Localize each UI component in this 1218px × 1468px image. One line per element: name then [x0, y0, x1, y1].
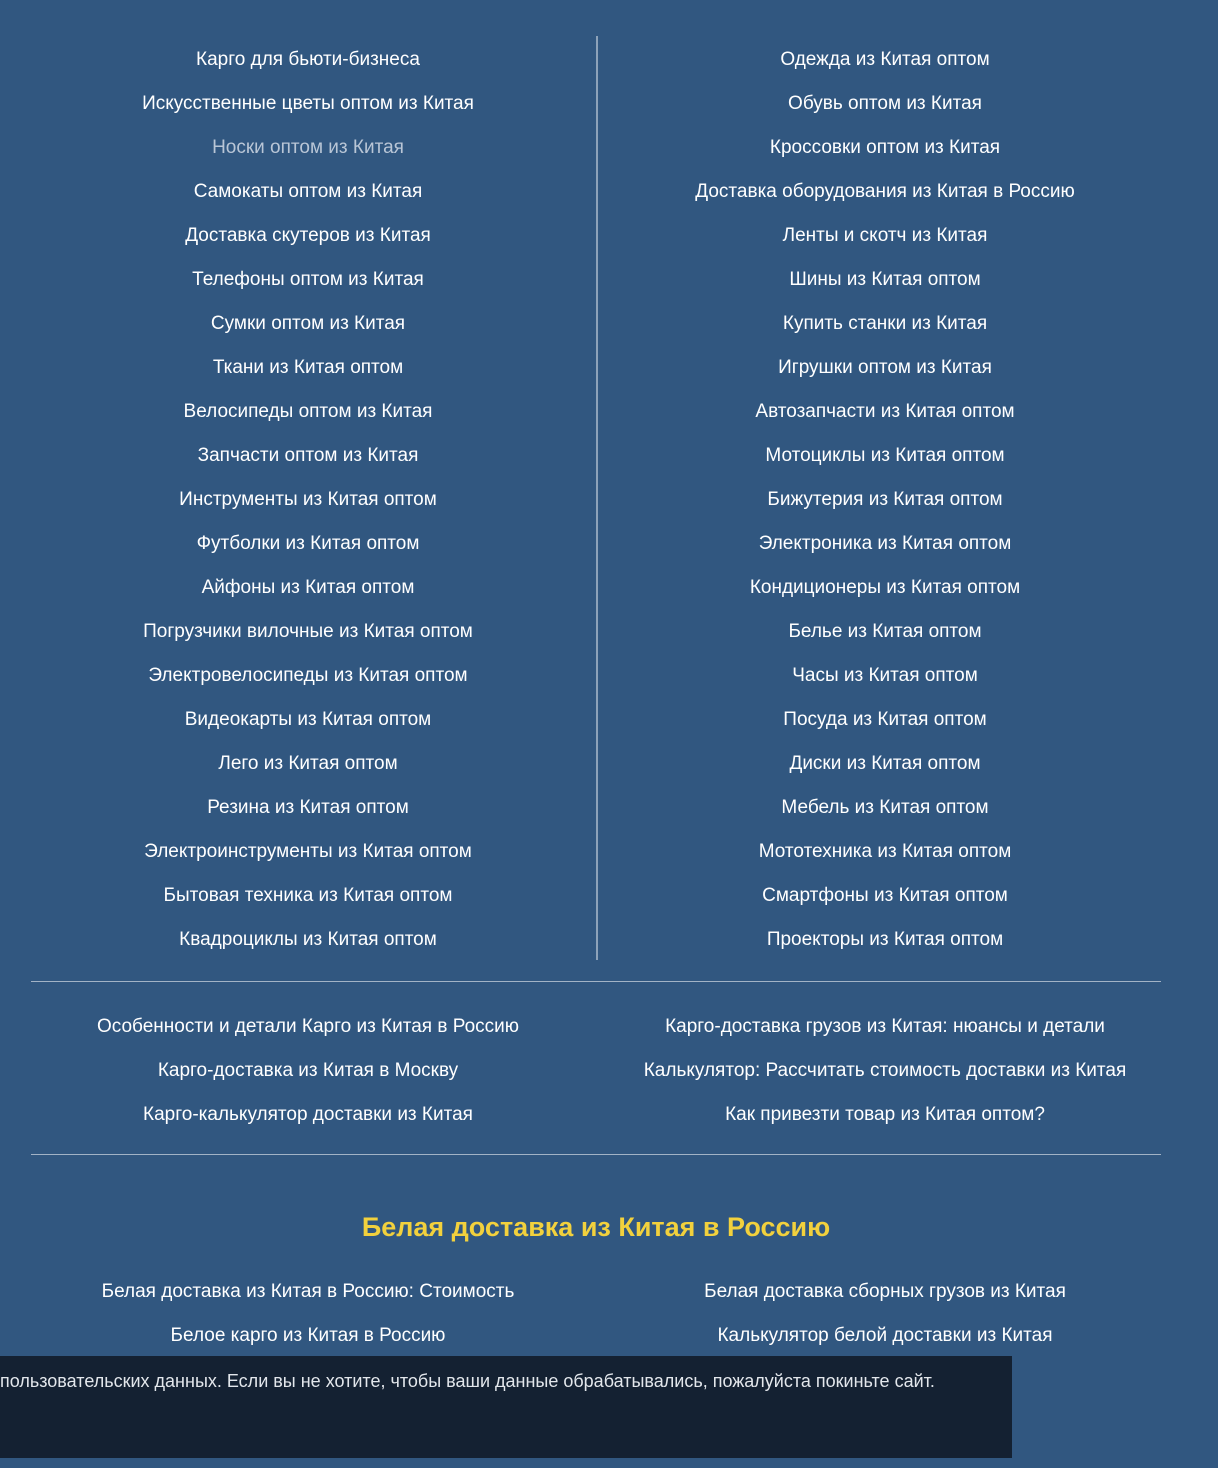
articles-left-column — [20, 1003, 596, 1135]
white-delivery-link[interactable]: Белое карго из Китая в Россию — [170, 1325, 446, 1346]
catalog-link[interactable]: Посуда из Китая оптом — [783, 709, 987, 730]
catalog-link[interactable]: Электровелосипеды из Китая оптом — [148, 665, 468, 686]
catalog-link[interactable]: Смартфоны из Китая оптом — [762, 885, 1008, 906]
catalog-link[interactable]: Искусственные цветы оптом из Китая — [142, 93, 474, 114]
catalog-link[interactable]: Автозапчасти из Китая оптом — [755, 401, 1015, 422]
section-divider — [31, 1154, 1161, 1155]
white-delivery-link[interactable]: Белая доставка сборных грузов из Китая — [704, 1281, 1066, 1302]
white-delivery-links — [20, 1268, 1196, 1356]
catalog-link[interactable]: Одежда из Китая оптом — [780, 49, 990, 70]
catalog-link[interactable]: Электроника из Китая оптом — [758, 533, 1012, 554]
catalog-link[interactable]: Инструменты из Китая оптом — [179, 489, 437, 510]
catalog-link[interactable]: Футболки из Китая оптом — [196, 533, 420, 554]
catalog-link[interactable]: Карго для бьюти-бизнеса — [196, 49, 420, 70]
catalog-link[interactable]: Бижутерия из Китая оптом — [767, 489, 1003, 510]
catalog-link[interactable]: Велосипеды оптом из Китая — [183, 401, 433, 422]
catalog-link[interactable]: Лего из Китая оптом — [218, 753, 398, 774]
catalog-link[interactable]: Мебель из Китая оптом — [781, 797, 989, 818]
white-delivery-heading: Белая доставка из Китая в Россию — [361, 1212, 831, 1242]
catalog-link[interactable]: Мотоциклы из Китая оптом — [765, 445, 1005, 466]
catalog-link[interactable]: Кондиционеры из Китая оптом — [749, 577, 1021, 598]
article-link[interactable]: Калькулятор: Рассчитать стоимость доставки из Китая — [643, 1060, 1127, 1081]
catalog-link[interactable]: Доставка скутеров из Китая — [185, 225, 431, 246]
catalog-link[interactable]: Видеокарты из Китая оптом — [184, 709, 432, 730]
catalog-link[interactable]: Часы из Китая оптом — [792, 665, 978, 686]
article-link[interactable]: Карго-доставка из Китая в Москву — [157, 1060, 459, 1081]
catalog-right-column — [598, 36, 1172, 960]
cookie-banner-text: пользовательских данных. Если вы не хотите, чтобы ваши данные обрабатывались, пожалуйста покиньте сайт. — [0, 1371, 935, 1391]
catalog-link[interactable]: Проекторы из Китая оптом — [766, 929, 1004, 950]
catalog-link[interactable]: Игрушки оптом из Китая — [778, 357, 992, 378]
catalog-link[interactable]: Ткани из Китая оптом — [212, 357, 404, 378]
article-link[interactable]: Как привезти товар из Китая оптом? — [725, 1104, 1045, 1125]
page-bottom-strip — [0, 1458, 1218, 1468]
catalog-link[interactable]: Диски из Китая оптом — [789, 753, 981, 774]
catalog-link[interactable]: Доставка оборудования из Китая в Россию — [695, 181, 1075, 202]
cookie-banner — [0, 1356, 1012, 1458]
catalog-links — [20, 36, 1196, 960]
catalog-link[interactable]: Погрузчики вилочные из Китая оптом — [143, 621, 473, 642]
catalog-link[interactable]: Обувь оптом из Китая — [788, 93, 982, 114]
article-link[interactable]: Карго-доставка грузов из Китая: нюансы и детали — [665, 1016, 1105, 1037]
catalog-link[interactable]: Квадроциклы из Китая оптом — [179, 929, 437, 950]
white-delivery-left-column — [20, 1268, 596, 1356]
article-link[interactable]: Особенности и детали Карго из Китая в Россию — [97, 1016, 519, 1037]
article-link[interactable]: Карго-калькулятор доставки из Китая — [143, 1104, 473, 1125]
catalog-link[interactable]: Резина из Китая оптом — [207, 797, 409, 818]
catalog-link[interactable]: Мототехника из Китая оптом — [758, 841, 1012, 862]
catalog-link[interactable]: Белье из Китая оптом — [788, 621, 982, 642]
catalog-link[interactable]: Бытовая техника из Китая оптом — [163, 885, 453, 906]
catalog-link[interactable]: Электроинструменты из Китая оптом — [144, 841, 472, 862]
catalog-link[interactable]: Ленты и скотч из Китая — [782, 225, 988, 246]
catalog-link[interactable]: Телефоны оптом из Китая — [192, 269, 424, 290]
catalog-left-column — [20, 36, 596, 960]
section-divider — [31, 981, 1161, 982]
catalog-link[interactable]: Сумки оптом из Китая — [210, 313, 406, 334]
catalog-link[interactable]: Купить станки из Китая — [782, 313, 988, 334]
articles-right-column — [598, 1003, 1172, 1135]
white-delivery-right-column — [598, 1268, 1172, 1356]
white-delivery-link[interactable]: Калькулятор белой доставки из Китая — [717, 1325, 1053, 1346]
catalog-link-hovered[interactable]: Носки оптом из Китая — [212, 137, 404, 158]
catalog-link[interactable]: Кроссовки оптом из Китая — [769, 137, 1001, 158]
article-links — [20, 1003, 1196, 1135]
catalog-link[interactable]: Айфоны из Китая оптом — [201, 577, 415, 598]
catalog-link[interactable]: Шины из Китая оптом — [789, 269, 981, 290]
catalog-link[interactable]: Запчасти оптом из Китая — [197, 445, 419, 466]
white-delivery-link[interactable]: Белая доставка из Китая в Россию: Стоимость — [101, 1281, 515, 1302]
catalog-link[interactable]: Самокаты оптом из Китая — [193, 181, 423, 202]
